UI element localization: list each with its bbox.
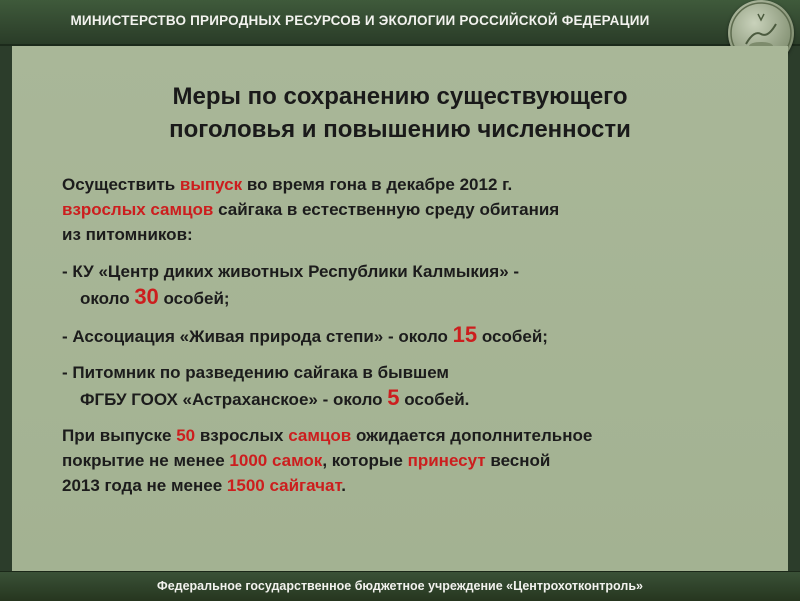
item-count: 30 xyxy=(134,284,159,309)
title-line-1: Меры по сохранению существующего xyxy=(172,83,628,110)
conclusion-highlight: 50 xyxy=(176,426,196,445)
conclusion-highlight: самцов xyxy=(288,426,352,445)
conclusion-text: 2013 года не менее xyxy=(62,476,227,495)
item-text: ФГБУ ГООХ «Астраханское» - около xyxy=(80,390,388,409)
footer-organization: Федеральное государственное бюджетное учреждение «Центрохотконтроль» xyxy=(157,579,643,593)
item-text: особей; xyxy=(477,327,548,346)
conclusion-highlight: принесут xyxy=(407,451,486,470)
intro-text: во время гона в декабре 2012 г. xyxy=(242,175,513,194)
conclusion-text: . xyxy=(341,476,347,495)
conclusion-text: При выпуске xyxy=(62,426,177,445)
intro-text: сайгака в естественную среду обитания xyxy=(213,200,560,219)
item-indent xyxy=(62,284,230,311)
intro-highlight: взрослых самцов xyxy=(62,200,214,219)
item-text: около xyxy=(80,289,135,308)
item-text: - Ассоциация «Живая природа степи» - около xyxy=(62,327,453,346)
item-indent xyxy=(62,385,469,412)
item-text: - Питомник по разведению сайгака в бывшем xyxy=(62,363,450,382)
conclusion-paragraph xyxy=(62,423,782,498)
list-item xyxy=(62,259,782,311)
intro-text: из питомников: xyxy=(62,225,193,244)
conclusion-highlight: 1500 сайгачат xyxy=(226,476,342,495)
footer-bar xyxy=(0,571,800,601)
ministry-title: МИНИСТЕРСТВО ПРИРОДНЫХ РЕСУРСОВ И ЭКОЛОГИИ РОССИЙСКОЙ ФЕДЕРАЦИИ xyxy=(70,13,650,28)
item-count: 5 xyxy=(387,385,400,410)
conclusion-text: , которые xyxy=(322,451,408,470)
item-count: 15 xyxy=(452,322,478,347)
item-text: - КУ «Центр диких животных Республики Калмыкия» - xyxy=(62,262,520,281)
conclusion-text: ожидается дополнительное xyxy=(351,426,593,445)
intro-text: Осуществить xyxy=(62,175,180,194)
title-line-2: поголовья и повышению численности xyxy=(169,116,631,143)
list-item xyxy=(62,322,782,349)
conclusion-text: взрослых xyxy=(195,426,289,445)
intro-highlight: выпуск xyxy=(179,175,243,194)
header-bar xyxy=(0,0,800,46)
conclusion-text: покрытие не менее xyxy=(62,451,230,470)
item-text: особей. xyxy=(399,390,470,409)
slide-body xyxy=(62,172,782,498)
item-text: особей; xyxy=(158,289,230,308)
slide-title xyxy=(0,80,800,146)
list-item xyxy=(62,360,782,412)
conclusion-highlight: 1000 самок xyxy=(229,451,323,470)
conclusion-text: весной xyxy=(485,451,551,470)
intro-paragraph xyxy=(62,172,782,247)
